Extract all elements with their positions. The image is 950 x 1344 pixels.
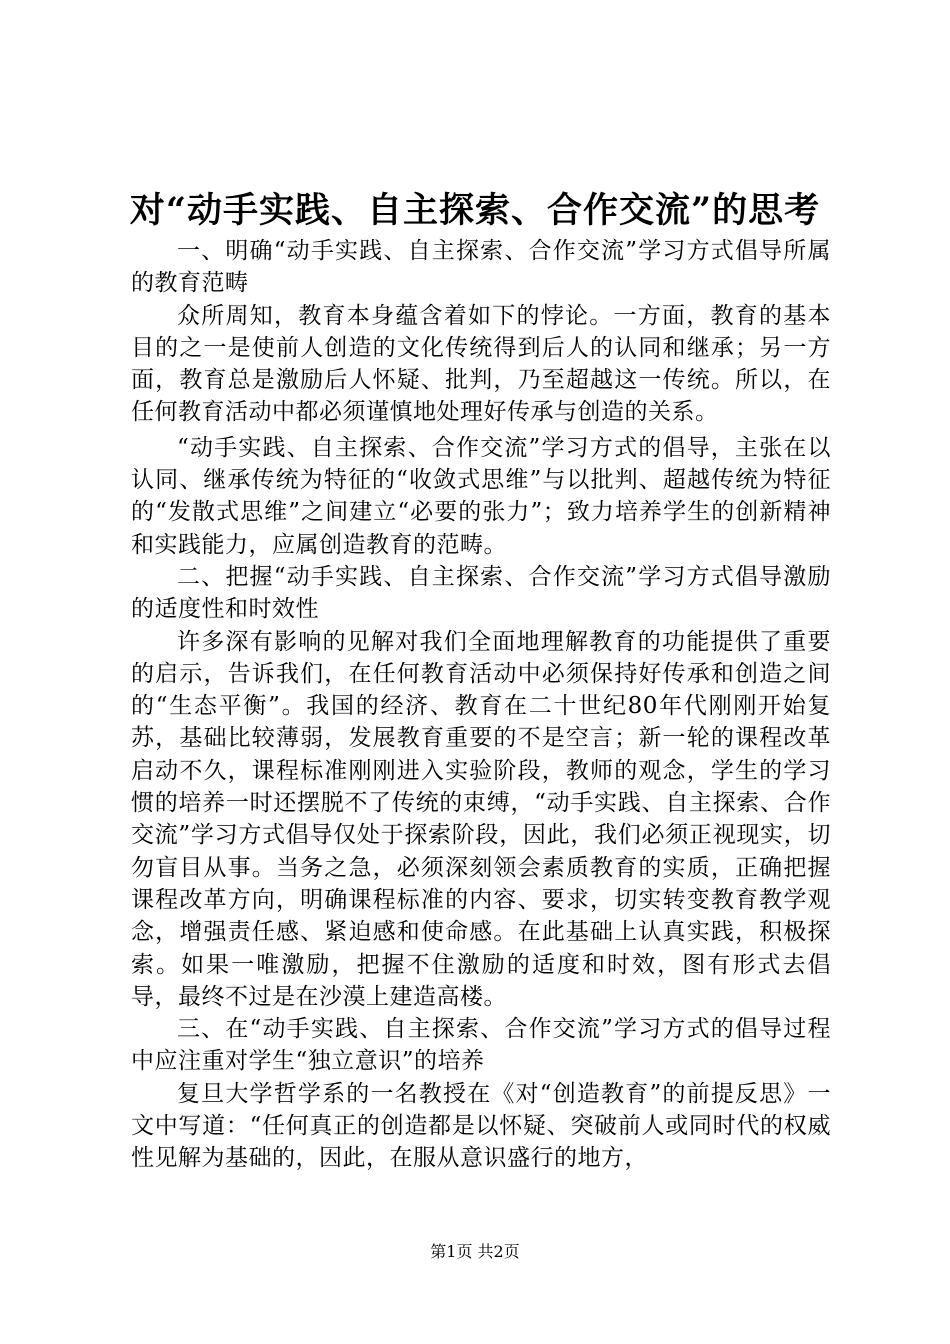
- section-heading-2: 二、把握“动手实践、自主探索、合作交流”学习方式倡导激励的适度性和时效性: [131, 563, 831, 623]
- body-paragraph: 众所周知，教育本身蕴含着如下的悖论。一方面，教育的基本目的之一是使前人创造的文化传统得到后人的认同和继承；另一方面，教育总是激励后人怀疑、批判，乃至超越这一传统。所以，在任何教育活动中都必须谨慎地处理好传承与创造的关系。: [131, 302, 831, 426]
- section-heading-1: 一、明确“动手实践、自主探索、合作交流”学习方式倡导所属的教育范畴: [131, 238, 831, 297]
- document-title: 对“动手实践、自主探索、合作交流”的思考: [129, 190, 821, 231]
- body-paragraph: 许多深有影响的见解对我们全面地理解教育的功能提供了重要的启示，告诉我们，在任何教育活动中必须保持好传承和创造之间的“生态平衡”。我国的经济、教育在二十世纪80年代刚刚开始复苏，基础比较薄弱，发展教育重要的不是空言；新一轮的课程改革启动不久，课程标准刚刚进入实验阶段，教师的观念，学生的学习惯的培养一时还摆脱不了传统的束缚，“动手实践、自主探索、合作交流”学习方式倡导仅处于探索阶段，因此，我们必须正视现实，切勿盲目从事。当务之急，必须深刻领会素质教育的实质，正确把握课程改革方向，明确课程标准的内容、要求，切实转变教育教学观念，增强责任感、紧迫感和使命感。在此基础上认真实践，积极探索。如果一唯激励，把握不住激励的适度和时效，图有形式去倡导，最终不过是在沙漠上建造高楼。: [131, 628, 831, 1010]
- body-paragraph: “动手实践、自主探索、合作交流”学习方式的倡导，主张在以认同、继承传统为特征的“收敛式思维”与以批判、超越传统为特征的“发散式思维”之间建立“必要的张力”；致力培养学生的创新精神和实践能力，应属创造教育的范畴。: [131, 434, 831, 558]
- document-body: [131, 235, 831, 1175]
- section-heading-3: 三、在“动手实践、自主探索、合作交流”学习方式的倡导过程中应注重对学生“独立意识”的培养: [131, 1016, 831, 1075]
- body-paragraph: 复旦大学哲学系的一名教授在《对“创造教育”的前提反思》一文中写道：“任何真正的创造都是以怀疑、突破前人或同时代的权威性见解为基础的，因此，在服从意识盛行的地方，: [131, 1080, 831, 1172]
- page-footer: 第1页 共2页: [430, 1242, 520, 1261]
